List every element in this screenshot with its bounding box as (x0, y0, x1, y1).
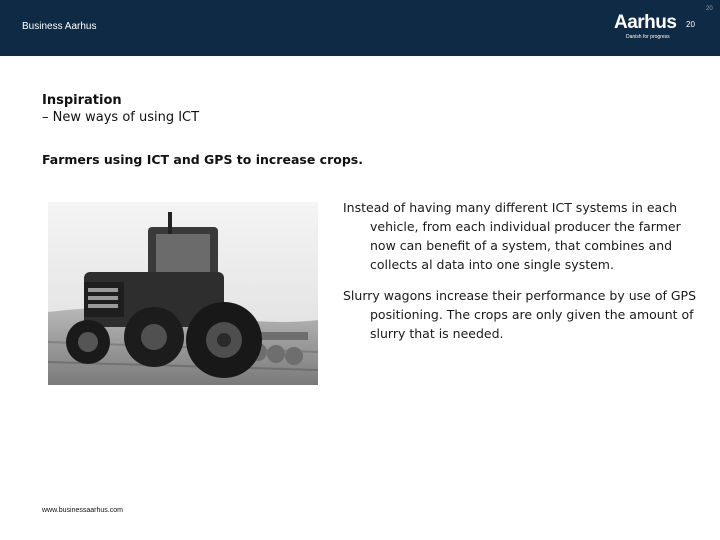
title-line-2: – New ways of using ICT (42, 110, 200, 125)
corner-slide-number: 20 (706, 6, 713, 12)
paragraph-slurry-gps: Slurry wagons increase their performance by use of GPS positioning. The crops are only given the amount of slurry that is needed. (343, 288, 697, 341)
slide-subtitle: Farmers using ICT and GPS to increase crops. (42, 152, 363, 167)
slide-title (42, 92, 199, 126)
logo-tagline: Danish for progress (626, 34, 670, 40)
title-line-1: Inspiration (42, 93, 122, 108)
footer-url: www.businessaarhus.com (42, 507, 123, 514)
tractor-photo (48, 202, 318, 385)
page-number: 20 (686, 20, 695, 29)
aarhus-logo (614, 13, 684, 43)
logo-wordmark: Aarhus (614, 12, 677, 33)
header-bar (0, 0, 720, 56)
header-org-name: Business Aarhus (22, 21, 97, 32)
body-text (343, 198, 703, 355)
paragraph-ict-systems: Instead of having many different ICT systems in each vehicle, from each individual producer the farmer now can benefit of a system, that combines and collects al data into one single system. (343, 200, 681, 272)
